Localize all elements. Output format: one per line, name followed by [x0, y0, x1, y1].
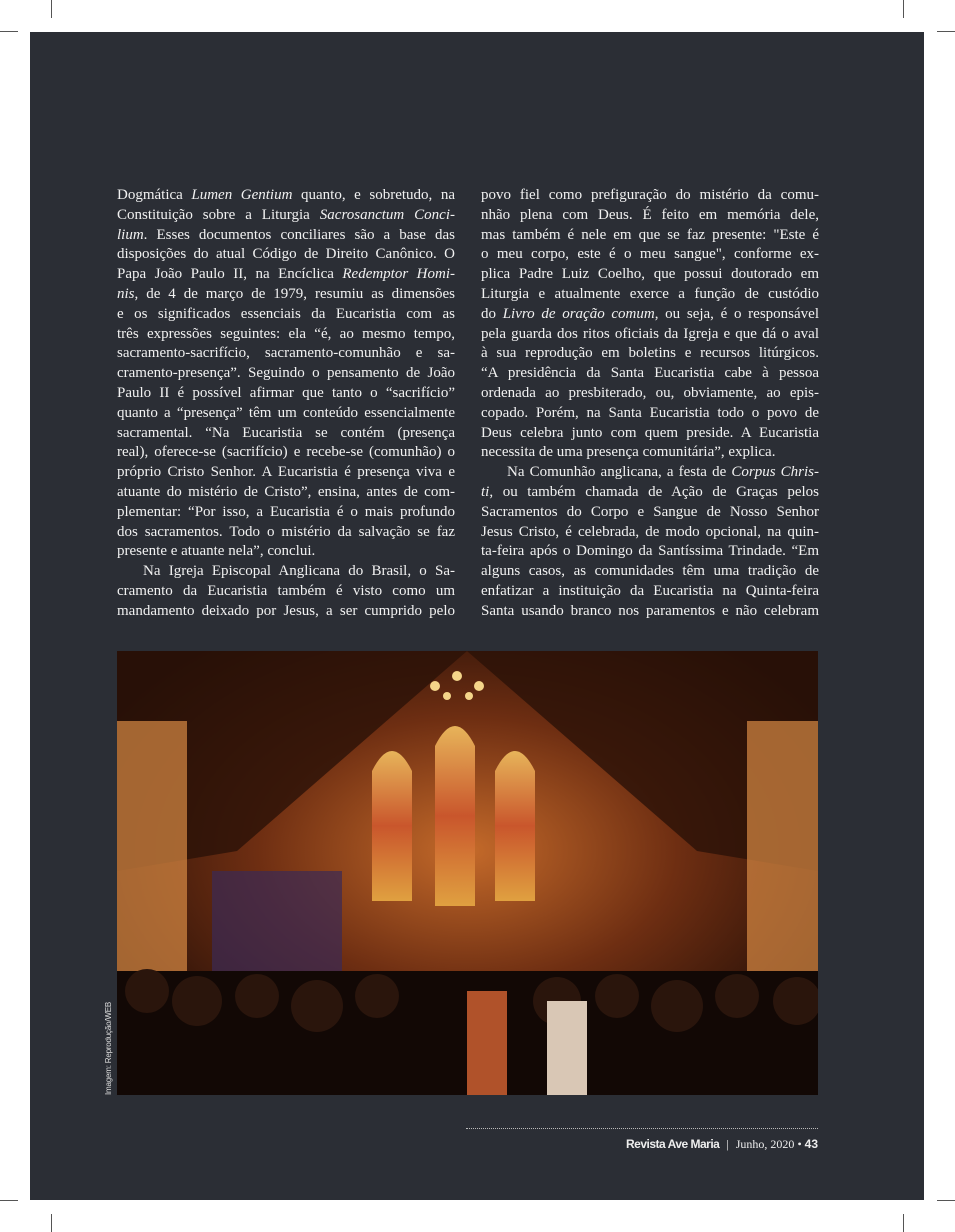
text-segment: do	[481, 305, 503, 322]
text-segment: Na Igreja Episcopal Anglicana do Brasil, o Sa-	[143, 563, 455, 580]
text-segment: sacramento-sacrifício, sacramento-comunhão e sa-	[117, 345, 455, 362]
photo-credit: Imagem: Reprodução/WEB	[104, 1002, 113, 1095]
text-line	[117, 463, 455, 483]
text-line	[481, 226, 819, 246]
text-segment: Jesus Cristo, é celebrada, de modo opcional, na quin-	[481, 523, 819, 540]
text-segment: necessita de uma presença comunitária”, explica.	[481, 444, 776, 461]
italic-title: Redemptor Homi-	[342, 266, 455, 283]
text-segment: . Esses documentos conciliares são a base das	[143, 226, 455, 243]
text-segment: Dogmática	[117, 187, 192, 203]
text-line	[117, 206, 455, 226]
text-segment: mandamento deixado por Jesus, a ser cumprido pelo	[117, 602, 455, 619]
text-line	[481, 503, 819, 523]
text-segment: atuante do mistério de Cristo”, ensina, antes de com-	[117, 483, 455, 500]
text-line	[117, 305, 455, 325]
text-line	[481, 186, 819, 206]
text-segment: Santa usando branco nos paramentos e não celebram	[481, 602, 819, 619]
text-segment: pela guarda dos ritos oficiais da Igreja e que dá o aval	[481, 325, 819, 342]
text-line	[117, 186, 455, 206]
italic-title: nis	[117, 285, 135, 302]
text-line	[117, 483, 455, 503]
text-line	[481, 443, 819, 463]
text-line	[117, 265, 455, 285]
text-segment: real), oferece-se (sacrifício) e recebe-se (comunhão) o	[117, 444, 455, 461]
text-segment: plica Padre Luiz Coelho, que possui doutorado em	[481, 266, 819, 283]
text-segment: sacramental. “Na Eucaristia se contém (presença	[117, 424, 455, 441]
text-line	[481, 523, 819, 543]
text-segment: e os significados essenciais da Eucaristia com as	[117, 305, 455, 322]
crop-mark	[937, 31, 955, 32]
page-number: 43	[804, 1137, 818, 1151]
text-line	[481, 404, 819, 424]
crop-mark	[903, 0, 904, 18]
text-segment: Papa João Paulo II, na Encíclica	[117, 266, 343, 283]
crop-mark	[51, 1214, 52, 1232]
text-line	[117, 562, 455, 582]
italic-title: Lumen Gentium	[191, 187, 293, 203]
crop-mark	[0, 1200, 18, 1201]
issue-date: Junho, 2020	[735, 1137, 795, 1151]
text-segment: presente e atuante nela”, conclui.	[117, 543, 316, 560]
italic-title: Sacrosanctum Conci-	[319, 206, 455, 223]
text-segment: Na Comunhão anglicana, a festa de	[507, 464, 732, 481]
text-line	[481, 542, 819, 562]
church-interior-photo	[117, 651, 818, 1095]
text-segment: ta-feira após o Domingo da Santíssima Trindade. “Em	[481, 543, 819, 560]
text-line	[481, 265, 819, 285]
text-segment: quanto, e sobretudo, na	[292, 187, 455, 203]
text-segment: ordenada ao presbiterado, ou, obviamente, ao epis-	[481, 384, 819, 401]
text-segment: copado. Porém, na Santa Eucaristia todo o povo de	[481, 404, 819, 421]
text-line	[481, 483, 819, 503]
text-segment: mas também é nele em que se faz presente: "Este é	[481, 226, 819, 243]
italic-title: ti	[481, 483, 490, 500]
text-line	[481, 285, 819, 305]
text-line	[481, 562, 819, 582]
italic-title: Livro de oração comum	[502, 305, 655, 322]
text-segment: , ou também chamada de Ação de Graças pelos	[489, 483, 819, 500]
text-segment: cramento da Eucaristia também é visto como um	[117, 582, 455, 599]
text-segment: Deus celebra junto com quem preside. A Eucaristia	[481, 424, 819, 441]
text-line	[481, 325, 819, 345]
text-line	[117, 344, 455, 364]
text-line	[117, 503, 455, 523]
text-line	[481, 602, 819, 622]
italic-title: Corpus Chris-	[731, 464, 819, 481]
text-segment: três expressões seguintes: ela “é, ao mesmo tempo,	[117, 325, 455, 342]
text-line	[481, 463, 819, 483]
footer-separator: |	[726, 1137, 729, 1151]
text-line	[117, 364, 455, 384]
text-line	[117, 285, 455, 305]
text-segment: disposições do atual Código de Direito Canônico. O	[117, 246, 455, 263]
footer-divider	[466, 1128, 818, 1129]
text-line	[117, 443, 455, 463]
text-line	[117, 582, 455, 602]
text-line	[117, 384, 455, 404]
text-line	[481, 364, 819, 384]
right-text-column	[481, 186, 819, 622]
crop-mark	[0, 31, 18, 32]
text-segment: alguns casos, as comunidades têm uma tradição de	[481, 563, 819, 580]
text-segment: plementar: “Por isso, a Eucaristia é o mais profundo	[117, 503, 455, 520]
text-line	[117, 404, 455, 424]
text-line	[481, 344, 819, 364]
text-segment: Liturgia e atualmente exerce a função de custódio	[481, 285, 819, 302]
text-line	[481, 245, 819, 265]
crop-mark	[903, 1214, 904, 1232]
text-line	[117, 542, 455, 562]
text-line	[481, 206, 819, 226]
text-line	[117, 523, 455, 543]
text-segment: nhão plena com Deus. É feito em memória dele,	[481, 206, 819, 223]
text-segment: Constituição sobre a Liturgia	[117, 206, 320, 223]
text-segment: à sua reprodução em boletins e recursos litúrgicos.	[481, 345, 819, 362]
text-segment: , de 4 de março de 1979, resumiu as dimensões	[134, 285, 455, 302]
footer-bullet: •	[797, 1137, 802, 1151]
left-text-column	[117, 186, 455, 622]
text-line	[117, 424, 455, 444]
text-segment: Paulo II é possível afirmar que tanto o “sacrifício”	[117, 384, 455, 401]
text-segment: o meu corpo, este é o meu sangue", conforme ex-	[481, 246, 819, 263]
italic-title: lium	[117, 226, 144, 243]
text-line	[481, 582, 819, 602]
text-segment: , ou seja, é o responsável	[654, 305, 819, 322]
text-segment: dos sacramentos. Todo o mistério da salvação se faz	[117, 523, 455, 540]
text-line	[481, 305, 819, 325]
text-line	[117, 245, 455, 265]
text-line	[117, 602, 455, 622]
text-segment: cramento-presença”. Seguindo o pensamento de João	[117, 365, 455, 382]
text-segment: próprio Cristo Senhor. A Eucaristia é presença viva e	[117, 464, 455, 481]
text-segment: povo fiel como prefiguração do mistério da comu-	[481, 187, 819, 203]
text-segment: Sacramentos do Corpo e Sangue de Nosso Senhor	[481, 503, 819, 520]
crop-mark	[937, 1200, 955, 1201]
magazine-name: Revista Ave Maria	[626, 1137, 720, 1151]
text-segment: “A presidência da Santa Eucaristia cabe à pessoa	[481, 365, 819, 382]
text-segment: quanto a “presença” têm um conteúdo essencialmente	[117, 404, 455, 421]
text-line	[117, 226, 455, 246]
text-segment: enfatizar a instituição da Eucaristia na Quinta-feira	[481, 582, 819, 599]
text-line	[481, 424, 819, 444]
crop-mark	[51, 0, 52, 18]
page-footer	[626, 1137, 818, 1152]
text-line	[481, 384, 819, 404]
text-line	[117, 325, 455, 345]
